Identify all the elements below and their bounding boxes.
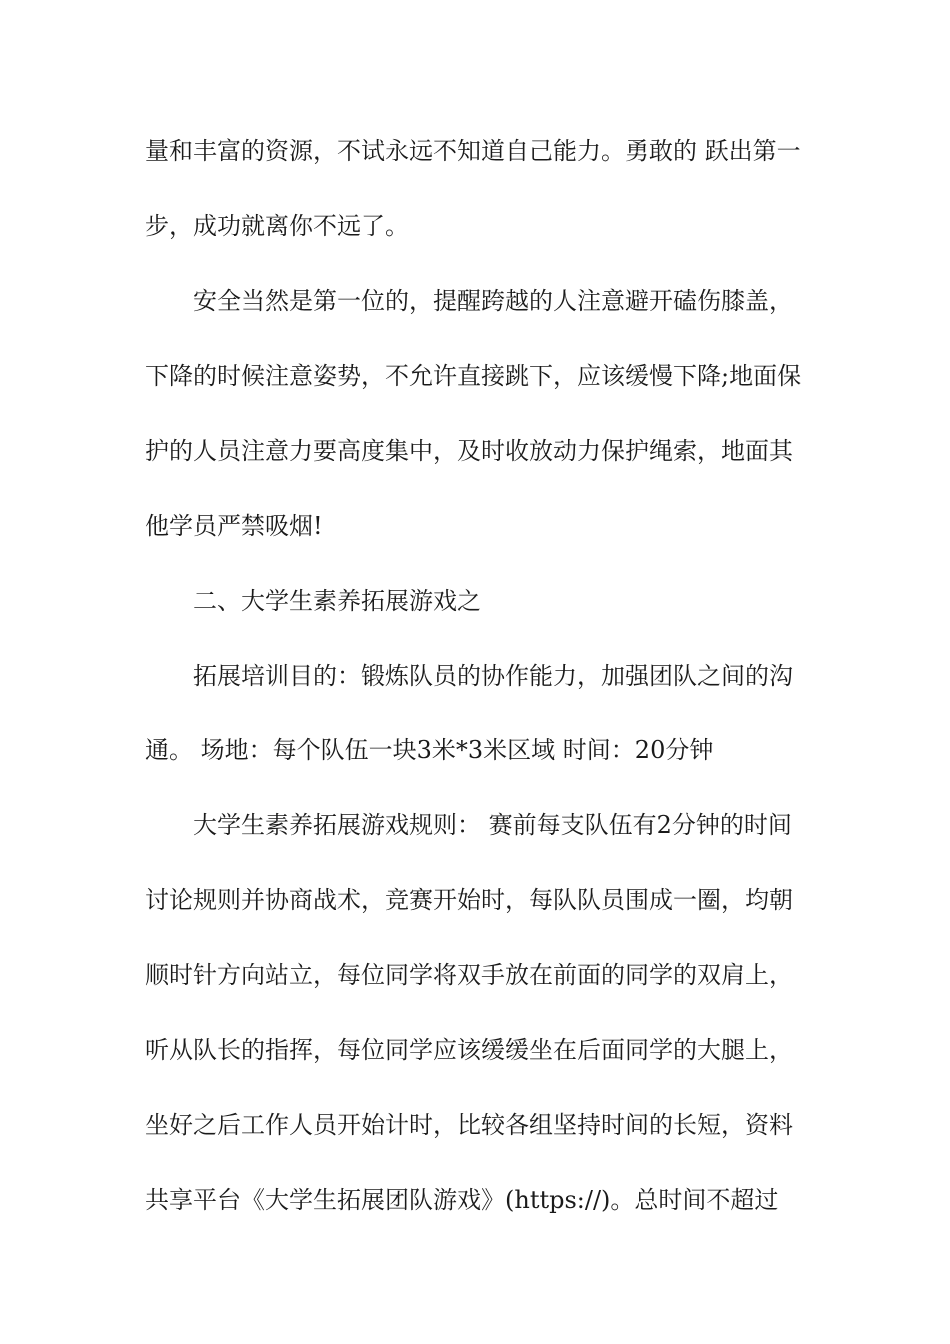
paragraph-line: 坐好之后工作人员开始计时，比较各组坚持时间的长短，资料	[145, 1111, 793, 1139]
paragraph-line: 护的人员注意力要高度集中，及时收放动力保护绳索，地面其	[145, 437, 793, 465]
paragraph-line: 共享平台《大学生拓展团队游戏》(https://)。总时间不超过	[145, 1186, 779, 1214]
paragraph-line: 听从队长的指挥，每位同学应该缓缓坐在后面同学的大腿上，	[145, 1036, 793, 1064]
paragraph-line: 量和丰富的资源，不试永远不知道自己能力。勇敢的 跃出第一	[145, 137, 801, 165]
paragraph-line: 拓展培训目的：锻炼队员的协作能力，加强团队之间的沟	[193, 662, 793, 690]
paragraph-line: 步，成功就离你不远了。	[145, 212, 409, 240]
paragraph-line: 下降的时候注意姿势，不允许直接跳下，应该缓慢下降;地面保	[145, 362, 802, 390]
paragraph-line: 大学生素养拓展游戏规则： 赛前每支队伍有2分钟的时间	[193, 811, 792, 839]
paragraph-line: 通。 场地：每个队伍一块3米*3米区域 时间：20分钟	[145, 736, 714, 764]
section-heading: 二、大学生素养拓展游戏之	[193, 587, 481, 615]
paragraph-line: 顺时针方向站立，每位同学将双手放在前面的同学的双肩上，	[145, 961, 793, 989]
paragraph-line: 安全当然是第一位的，提醒跨越的人注意避开磕伤膝盖，	[193, 287, 793, 315]
paragraph-line: 讨论规则并协商战术，竞赛开始时，每队队员围成一圈，均朝	[145, 886, 793, 914]
paragraph-line: 他学员严禁吸烟!	[145, 512, 323, 540]
